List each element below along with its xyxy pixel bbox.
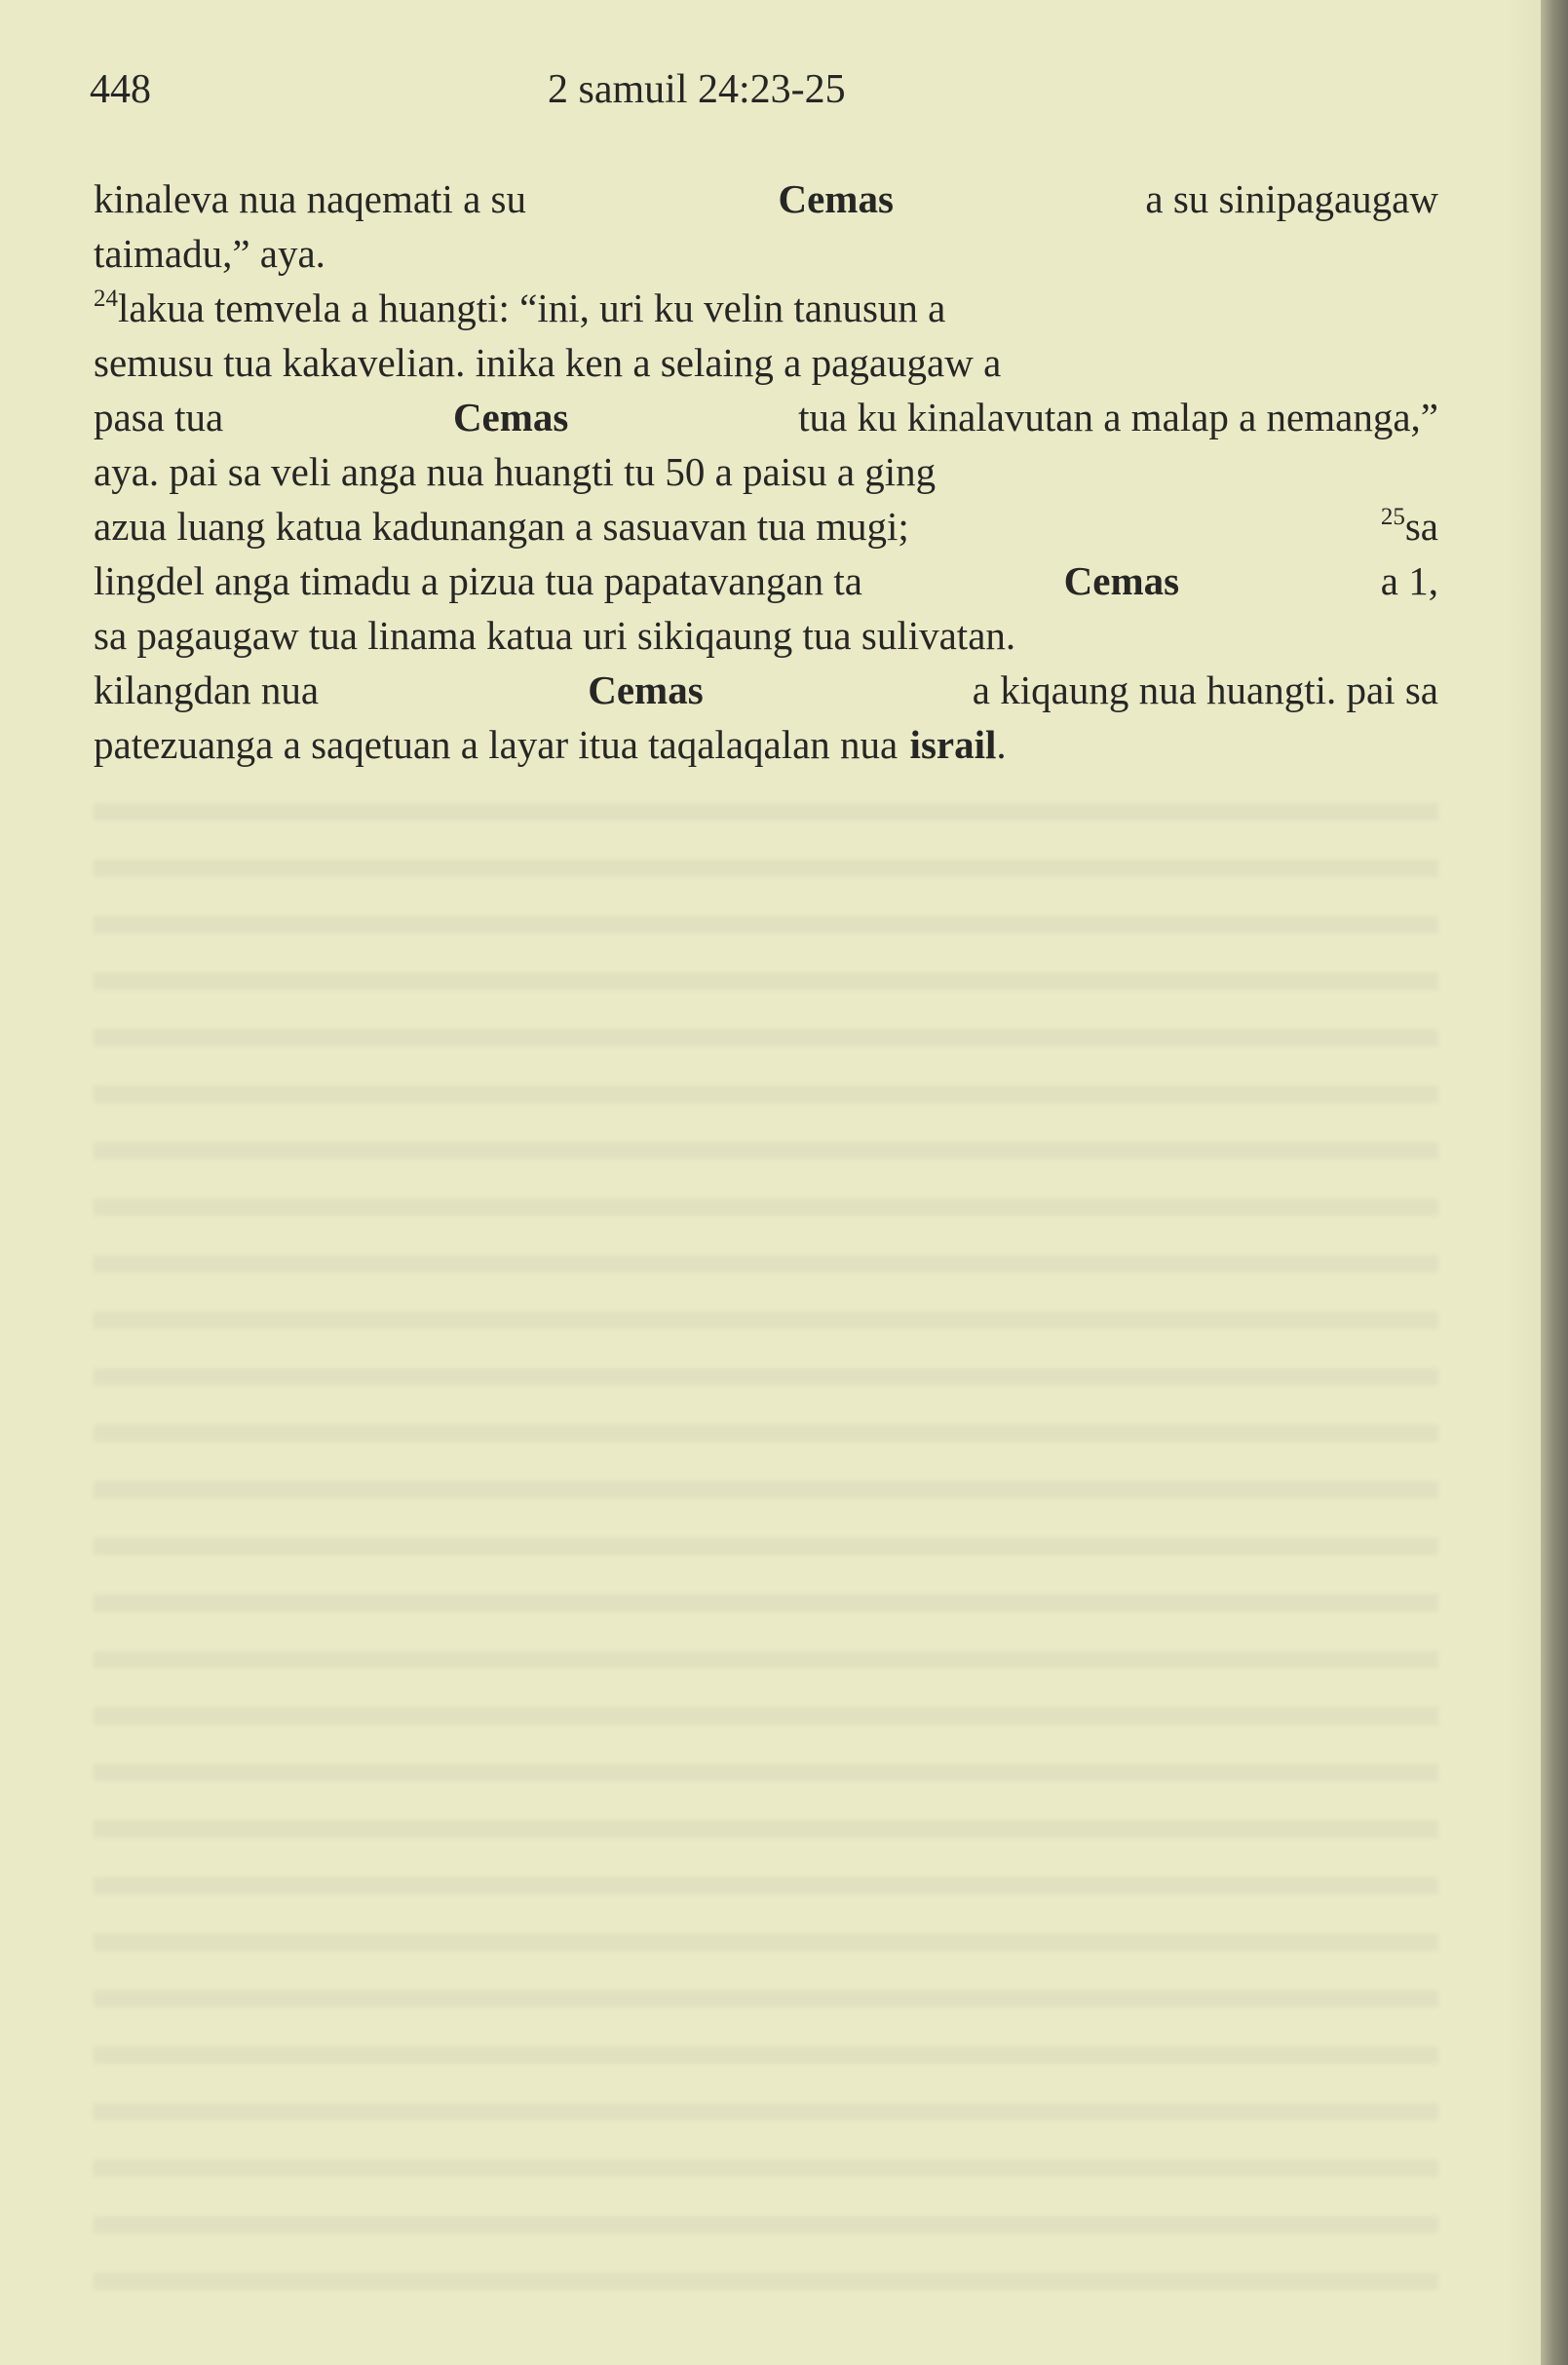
text-line: kinaleva nua naqemati a su Cemas a su sinipagaugaw xyxy=(94,172,1438,226)
text-line: taimadu,” aya. xyxy=(94,231,325,276)
text-line: azua luang katua kadunangan a sasuavan tua mugi; $^{25}$sa xyxy=(94,504,1438,549)
place-name: israil xyxy=(909,722,997,767)
text-line: $^{24}$lakua temvela a huangti: “ini, uri ku velin tanusun a xyxy=(94,286,946,330)
running-head xyxy=(90,66,1415,125)
running-title: 2 samuil 24:23-25 xyxy=(548,67,846,112)
divine-name: Cemas xyxy=(452,395,569,439)
text-line: patezuanga a saqetuan a layar itua taqalaqalan nua israil. xyxy=(94,722,1007,767)
page-number: 448 xyxy=(90,67,151,112)
divine-name: Cemas xyxy=(588,668,704,712)
text-line: aya. pai sa veli anga nua huangti tu 50 a paisu a ging xyxy=(94,449,937,494)
divine-name: Cemas xyxy=(778,176,894,221)
text-line: sa pagaugaw tua linama katua uri sikiqaung tua sulivatan. xyxy=(94,613,1016,658)
divine-name: Cemas xyxy=(1063,558,1180,603)
text-line: lingdel anga timadu a pizua tua papatavangan ta Cemas a 1, xyxy=(94,553,1438,608)
text-line: pasa tua Cemas tua ku kinalavutan a malap a nemanga,” xyxy=(94,390,1438,444)
verse-number: 25 xyxy=(1380,504,1405,530)
show-through-text xyxy=(94,770,1438,2329)
text-line: semusu tua kakavelian. inika ken a selaing a pagaugaw a xyxy=(94,340,1002,385)
page-edge xyxy=(1541,0,1568,2365)
verse-number: 24 xyxy=(94,286,118,312)
text-line: kilangdan nua Cemas a kiqaung nua huangti. pai sa xyxy=(94,663,1438,717)
body-text xyxy=(94,172,1438,772)
